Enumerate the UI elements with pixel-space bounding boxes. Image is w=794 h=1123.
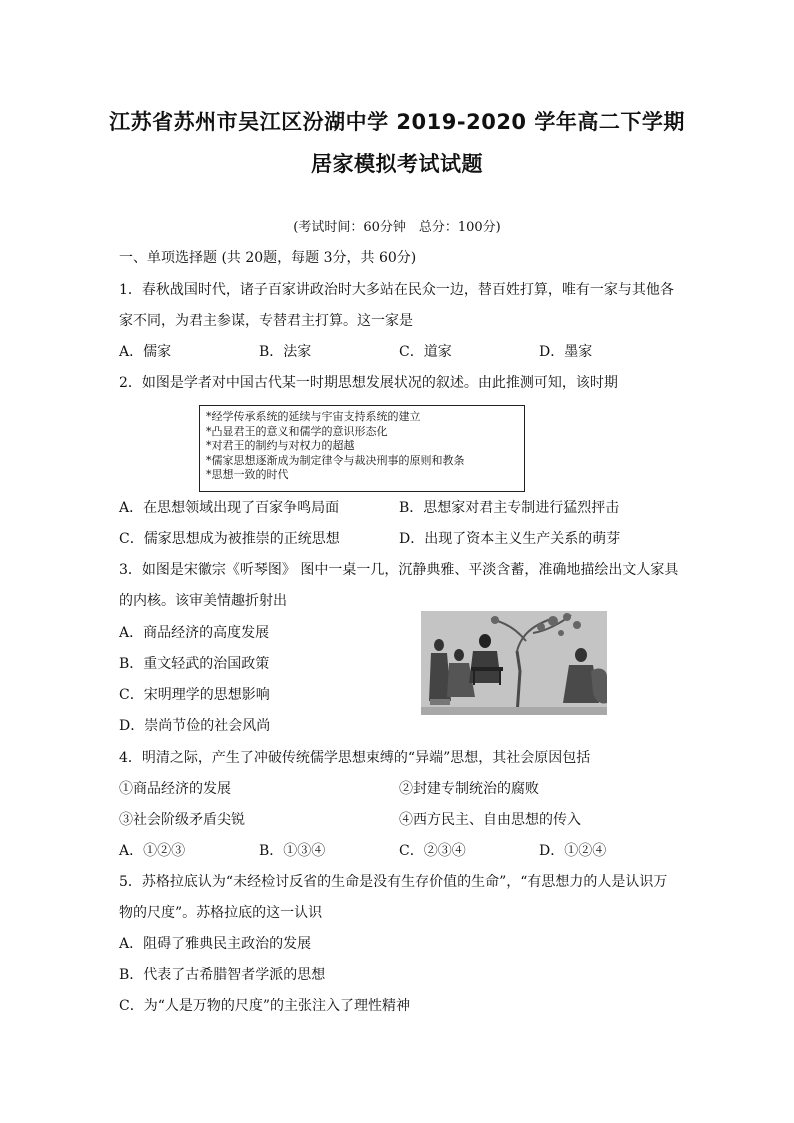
q2-box-line: *对君王的制约与对权力的超越 [206,439,355,453]
q2-option-b: B．思想家对君主专制进行猛烈抨击 [399,500,620,516]
q2-box-line: *凸显君王的意义和儒学的意识形态化 [206,424,388,438]
painting-image [421,611,607,715]
q5-stem-line2: 物的尺度”。苏格拉底的这一认识 [119,905,323,921]
q5-stem-line1: 5．苏格拉底认为“未经检讨反省的生命是没有生存价值的生命”，“有思想力的人是认识万 [119,874,668,890]
q1-option-b: B．法家 [259,344,312,360]
listening-to-qin-painting [421,611,607,715]
q3-option-c: C．宋明理学的思想影响 [119,687,270,703]
q5-option-c: C．为“人是万物的尺度”的主张注入了理性精神 [119,998,411,1014]
q4-option-c: C．②③④ [399,843,466,859]
q2-stem-line1: 2．如图是学者对中国古代某一时期思想发展状况的叙述。由此推测可知，该时期 [119,375,618,391]
page-title-line2: 居家模拟考试试题 [311,152,483,176]
q4-statement-2: ②封建专制统治的腐败 [399,781,539,797]
q4-statement-4: ④西方民主、自由思想的传入 [399,812,581,828]
q2-box-line: *儒家思想逐渐成为制定律令与裁决刑事的原则和教条 [206,453,465,467]
q2-box-line: *思想一致的时代 [206,468,289,482]
q4-stem-line1: 4．明清之际，产生了冲破传统儒学思想束缚的“异端”思想，其社会原因包括 [119,750,591,766]
q3-option-a: A．商品经济的高度发展 [119,625,270,641]
section-heading: 一、单项选择题 (共 20题，每题 3分，共 60分) [119,250,417,266]
q2-option-d: D．出现了资本主义生产关系的萌芽 [399,531,621,547]
q3-stem-line2: 的内核。该审美情趣折射出 [119,593,287,609]
q4-option-d: D．①②④ [539,843,607,859]
q3-stem-line1: 3．如图是宋徽宗《听琴图》 图中一桌一几，沉静典雅、平淡含蓄，准确地描绘出文人家具 [119,562,679,578]
q4-option-a: A．①②③ [119,843,186,859]
q1-stem-line1: 1．春秋战国时代，诸子百家讲政治时大多站在民众一边，替百姓打算，唯有一家与其他各 [119,282,674,298]
q1-option-d: D．墨家 [539,344,593,360]
q1-stem-line2: 家不同，为君主参谋，专替君主打算。这一家是 [119,313,413,329]
q3-option-d: D．崇尚节俭的社会风尚 [119,718,271,734]
q5-option-a: A．阻碍了雅典民主政治的发展 [119,936,312,952]
q2-quote-box [199,405,525,492]
exam-info: (考试时间：60分钟 总分：100分) [293,220,501,235]
q2-box-line: *经学传承系统的延续与宇宙支持系统的建立 [206,410,421,423]
page-title-line1: 江苏省苏州市吴江区汾湖中学 2019-2020 学年高二下学期 [109,110,685,134]
q4-statement-1: ①商品经济的发展 [119,781,231,797]
q2-option-a: A．在思想领域出现了百家争鸣局面 [119,500,340,516]
q4-option-b: B．①③④ [259,843,326,859]
q3-option-b: B．重文轻武的治国政策 [119,656,270,672]
q4-statement-3: ③社会阶级矛盾尖锐 [119,812,245,828]
q5-option-b: B．代表了古希腊智者学派的思想 [119,967,326,983]
q1-option-c: C．道家 [399,344,452,360]
q2-option-c: C．儒家思想成为被推崇的正统思想 [119,531,340,547]
q1-option-a: A．儒家 [119,344,172,360]
